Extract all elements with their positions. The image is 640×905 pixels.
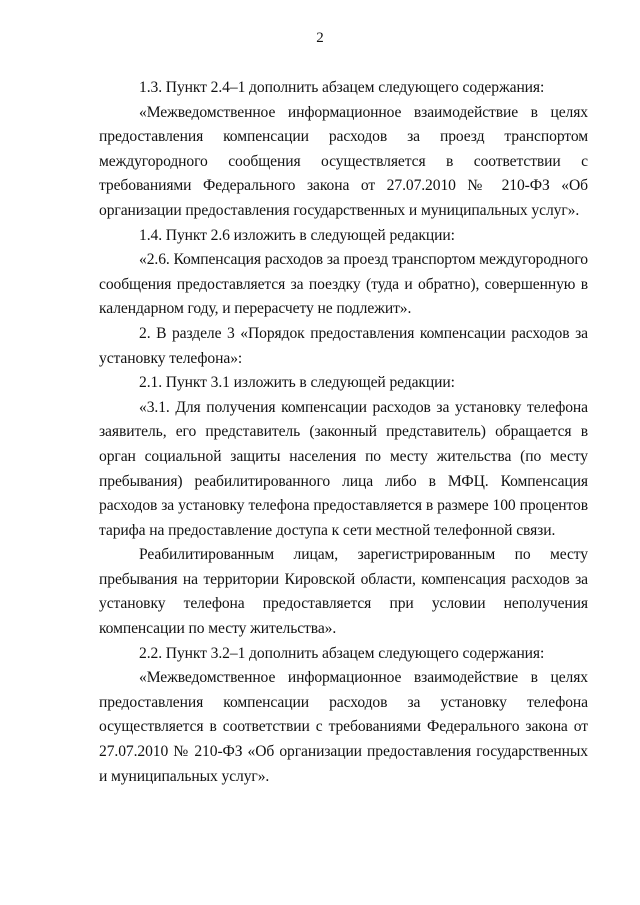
- paragraph-3-2-1-text: «Межведомственное информационное взаимодействие в целях предоставления компенсации расходов за установку телефона осуществляется в соответствии с требованиями Федерального закона от 27.07.2010 № 210-ФЗ «Об организации предоставления государственных и муниципальных услуг».: [99, 669, 588, 785]
- paragraph-1-3: 1.3. Пункт 2.4–1 дополнить абзацем следующего содержания:: [139, 79, 545, 96]
- document-body: [99, 76, 588, 789]
- page-number: 2: [316, 30, 324, 46]
- paragraph-2: 2. В разделе 3 «Порядок предоставления компенсации расходов за установку телефона»:: [99, 324, 588, 367]
- paragraph-3-1-continued: Реабилитированным лицам, зарегистрированным по месту пребывания на территории Кировской области, компенсация расходов за установку телефона предоставляется при условии неполучения компенсации по месту жительства».: [99, 546, 588, 638]
- paragraph-2-1: 2.1. Пункт 3.1 изложить в следующей редакции:: [139, 374, 455, 392]
- paragraph-3-1-text: «3.1. Для получения компенсации расходов за установку телефона заявитель, его представитель (законный представитель) обращается в орган социальной защиты населения по месту жительства (по месту пребывания) реабилитированного лица либо в МФЦ. Компенсация расходов за установку телефона предоставляется в размере 100 процентов тарифа на предоставление доступа к сети местной телефонной связи.: [99, 398, 588, 539]
- paragraph-1-4: 1.4. Пункт 2.6 изложить в следующей редакции:: [139, 226, 455, 244]
- paragraph-2-6-text: «2.6. Компенсация расходов за проезд транспортом междугородного сообщения предоставляется за поездку (туда и обратно), совершенную в календарном году, и перерасчету не подлежит».: [99, 251, 588, 318]
- paragraph-1-3-text: «Межведомственное информационное взаимодействие в целях предоставления компенсации расходов за проезд транспортом междугородного сообщения осуществляется в соответствии с требованиями Федерального закона от 27.07.2010 № 210-ФЗ «Об организации предоставления государственных и муниципальных услуг».: [99, 103, 588, 219]
- paragraph-2-2: 2.2. Пункт 3.2–1 дополнить абзацем следующего содержания:: [139, 644, 545, 662]
